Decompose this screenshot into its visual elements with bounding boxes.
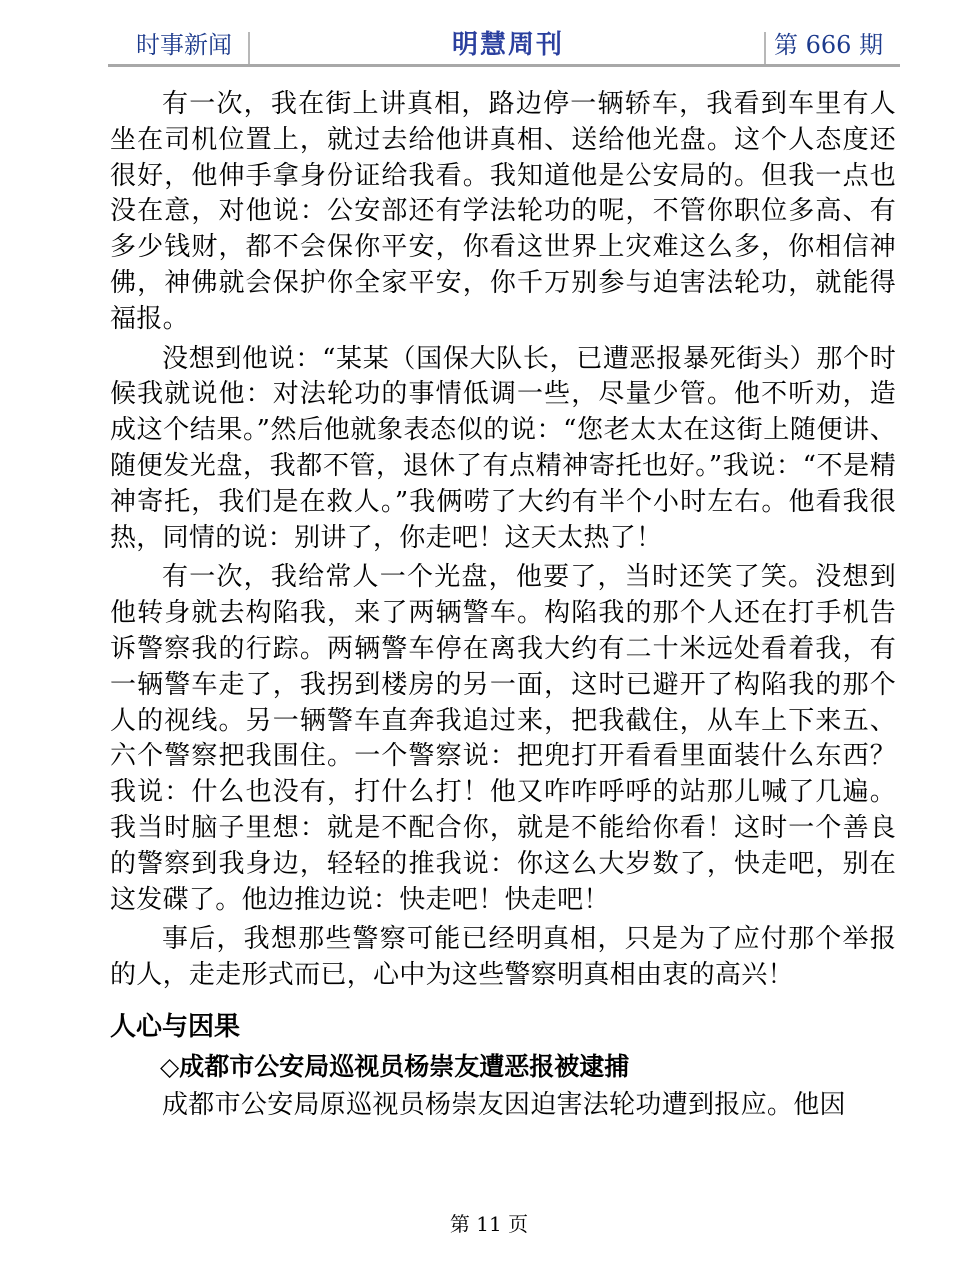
page-header [108,26,900,66]
article-subheading: ◇成都市公安局巡视员杨崇友遭恶报被逮捕 [160,1051,630,1081]
header-divider [764,32,766,64]
article-body [110,87,896,1128]
issue-number: 第 666 期 [774,31,884,59]
paragraph: 有一次，我给常人一个光盘，他要了，当时还笑了笑。没想到他转身就去构陷我，来了两辆警车。构陷我的那个人还在打手机告诉警察我的行踪。两辆警车停在离我大约有二十米远处看着我，有一辆警车走了，我拐到楼房的另一面，这时已避开了构陷我的那个人的视线。另一辆警车直奔我追过来，把我截住，从车上下来五、六个警察把我围住。一个警察说：把兜打开看看里面装什么东西？我说：什么也没有，打什么打！他又咋咋呼呼的站那儿喊了几遍。我当时脑子里想：就是不配合你，就是不能给你看！这时一个善良的警察到我身边，轻轻的推我说：你这么大岁数了，快走吧，别在这发碟了。他边推边说：快走吧！快走吧！ [110,562,896,915]
section-heading: 人心与因果 [110,1011,241,1042]
paragraph: 事后，我想那些警察可能已经明真相，只是为了应付那个举报的人，走走形式而已，心中为这些警察明真相由衷的高兴！ [110,924,896,991]
publication-title: 明慧周刊 [451,30,564,60]
page-number: 第 11 页 [449,1212,529,1236]
header-divider [248,32,250,64]
paragraph: 有一次，我在街上讲真相，路边停一辆轿车，我看到车里有人坐在司机位置上，就过去给他讲真相、送给他光盘。这个人态度还很好，他伸手拿身份证给我看。我知道他是公安局的。但我一点也没在意，对他说：公安部还有学法轮功的呢，不管你职位多高、有多少钱财，都不会保你平安，你看这世界上灾难这么多，你相信神佛，神佛就会保护你全家平安，你千万别参与迫害法轮功，就能得福报。 [110,89,896,334]
paragraph: 没想到他说：“某某（国保大队长，已遭恶报暴死街头）那个时候我就说他：对法轮功的事情低调一些，尽量少管。他不听劝，造成这个结果。”然后他就象表态似的说：“您老太太在这街上随便讲、随便发光盘，我都不管，退休了有点精神寄托也好。”我说：“不是精神寄托，我们是在救人。”我俩唠了大约有半个小时左右。他看我很热，同情的说：别讲了，你走吧！这天太热了！ [110,343,896,553]
header-section-label: 时事新闻 [136,31,232,59]
paragraph: 成都市公安局原巡视员杨崇友因迫害法轮功遭到报应。他因 [162,1089,846,1120]
header-rule [108,64,900,67]
